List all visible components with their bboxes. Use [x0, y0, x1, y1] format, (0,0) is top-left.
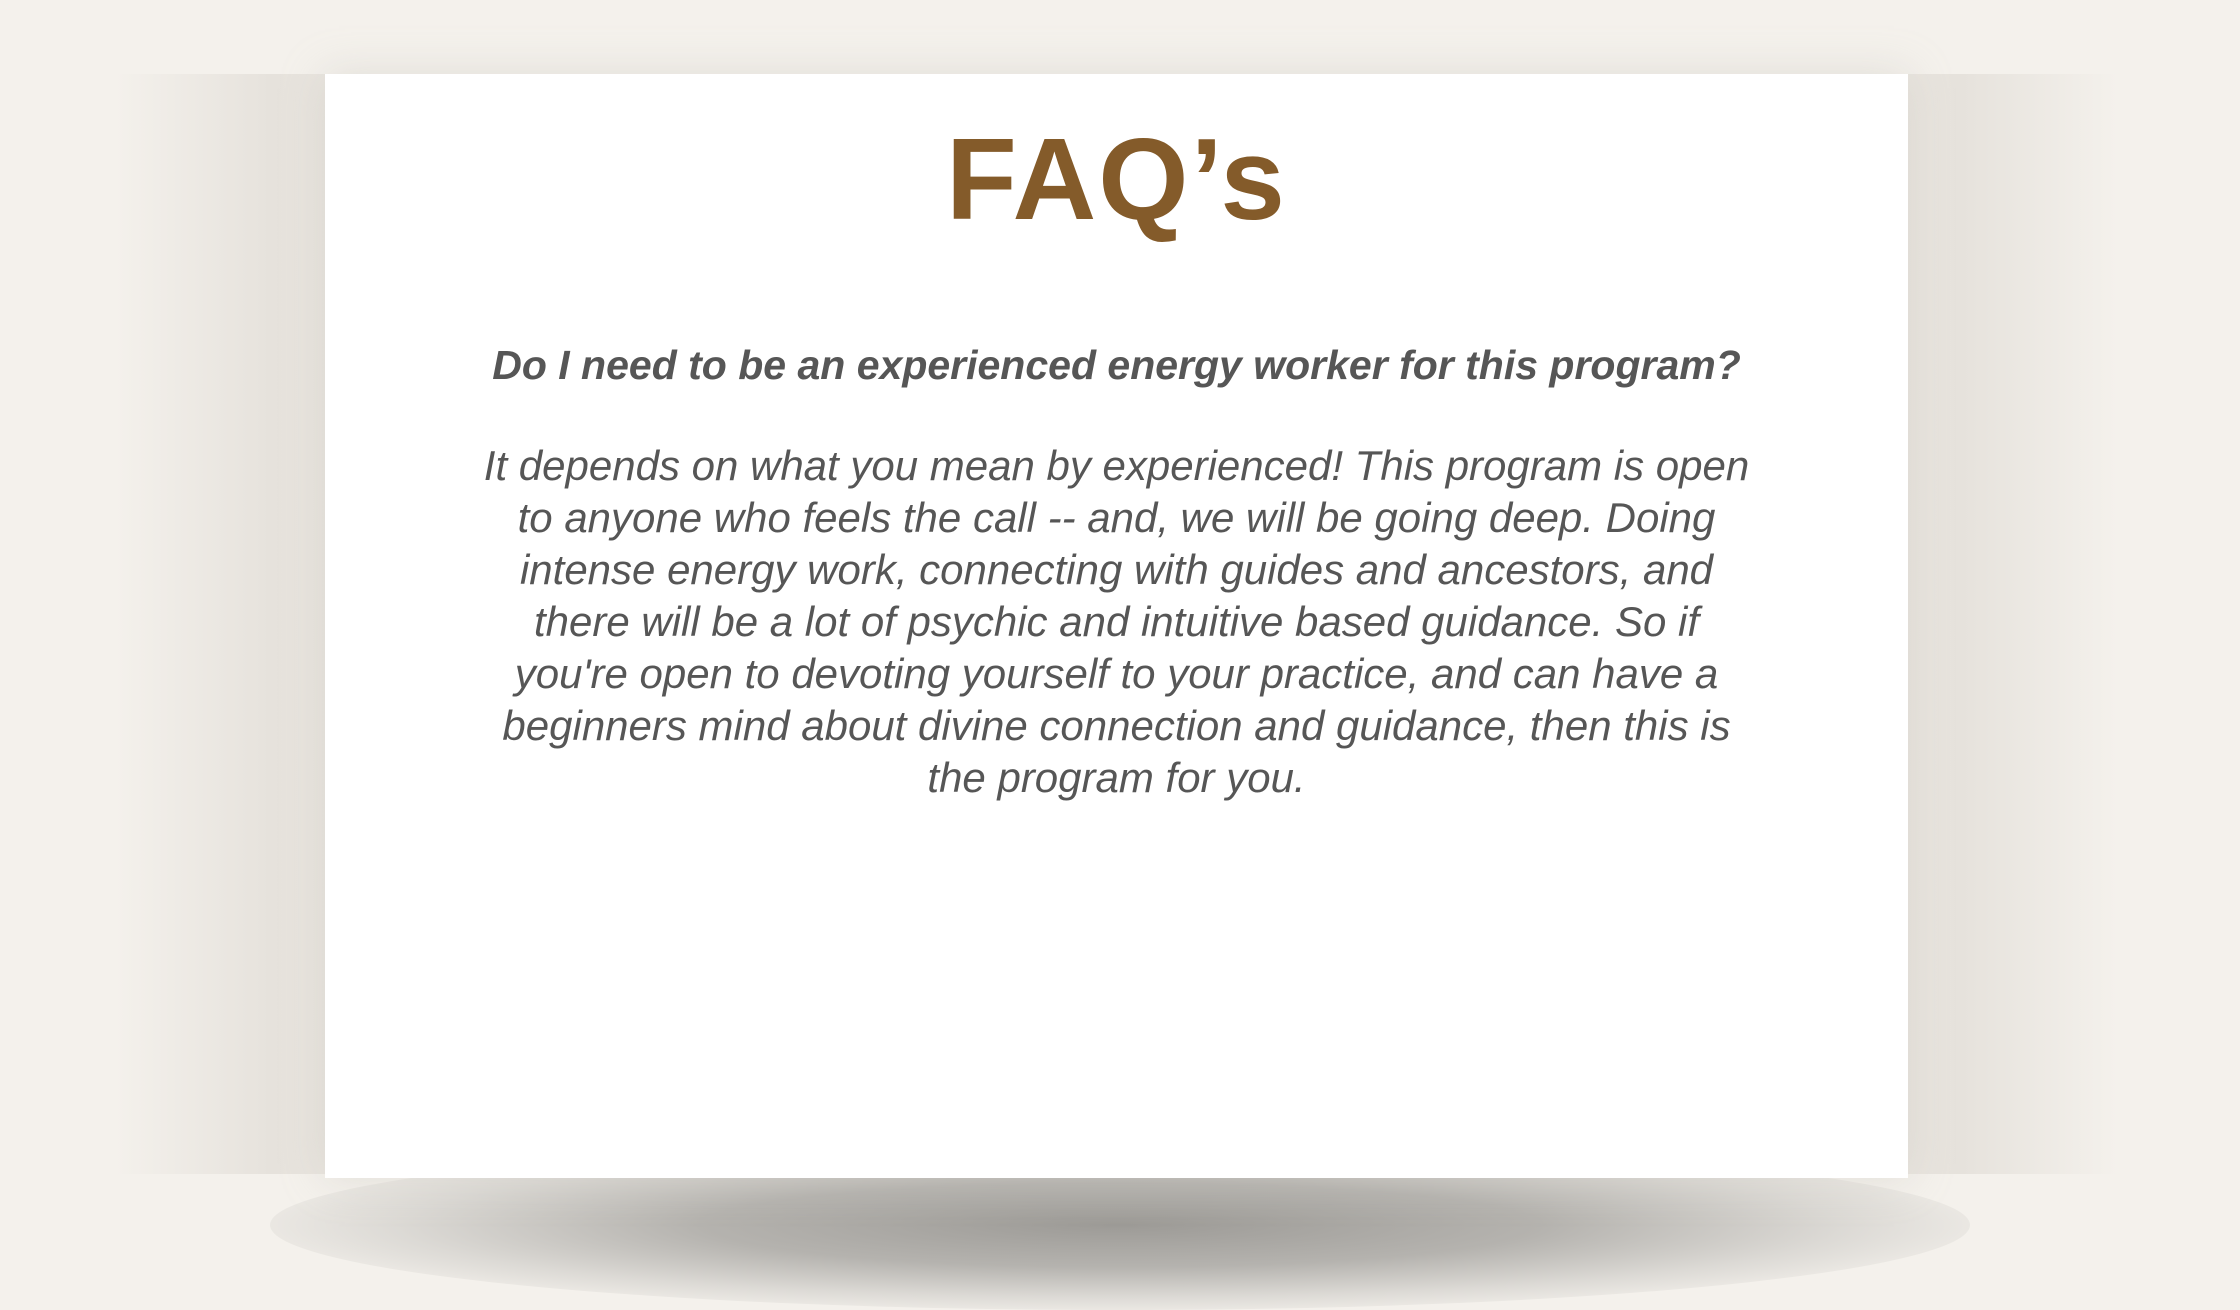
- faq-answer-line: you're open to devoting yourself to your practice, and can have a: [514, 650, 1719, 697]
- card-right-shade: [1908, 74, 2118, 1174]
- faq-answer-line: there will be a lot of psychic and intuitive based guidance. So if: [533, 598, 1700, 645]
- faq-answer-line: It depends on what you mean by experienced! This program is open: [483, 442, 1750, 489]
- card-left-shade: [115, 74, 325, 1174]
- faq-answer: [395, 440, 1838, 804]
- faq-answer-line: beginners mind about divine connection and guidance, then this is: [502, 702, 1731, 749]
- faq-card: [325, 74, 1908, 1178]
- faq-question: Do I need to be an experienced energy worker for this program?: [492, 342, 1741, 388]
- faq-title: FAQ’s: [946, 114, 1287, 244]
- faq-answer-line: to anyone who feels the call -- and, we will be going deep. Doing: [517, 494, 1716, 541]
- faq-answer-line: intense energy work, connecting with guides and ancestors, and: [519, 546, 1714, 593]
- faq-answer-line: the program for you.: [927, 754, 1306, 801]
